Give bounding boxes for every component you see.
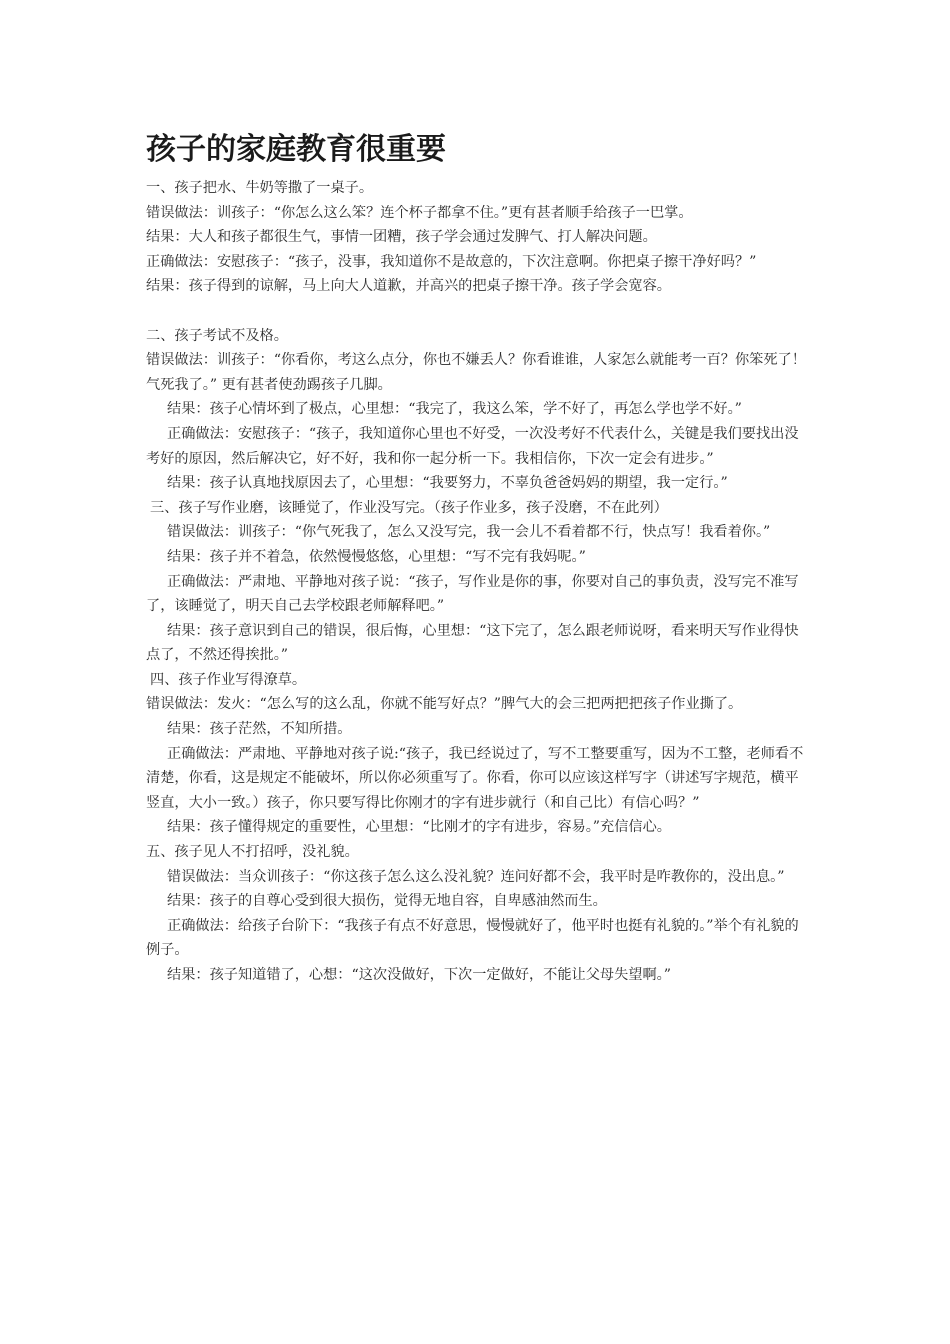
paragraph: 正确做法：严肃地、平静地对孩子说：“孩子，写作业是你的事，你要对自己的事负责，没写完不准写了，该睡觉了，明天自己去学校跟老师解释吧。” xyxy=(146,573,799,615)
paragraph: 结果：孩子意识到自己的错误，很后悔，心里想：“这下完了，怎么跟老师说呀，看来明天写作业得快点了，不然还得挨批。” xyxy=(146,622,799,664)
document-title: 孩子的家庭教育很重要 xyxy=(146,132,446,167)
blank-line xyxy=(146,299,810,324)
document-body xyxy=(146,176,810,988)
paragraph: 正确做法：严肃地、平静地对孩子说:“孩子，我已经说过了，写不工整要重写，因为不工整，老师看不清楚，你看，这是规定不能破坏，所以你必须重写了。你看，你可以应该这样写字（讲述写字规范，横平竖直，大小一致。）孩子，你只要写得比你刚才的字有进步就行（和自己比）有信心吗？” xyxy=(146,745,804,811)
paragraph: 正确做法：给孩子台阶下：“我孩子有点不好意思，慢慢就好了，他平时也挺有礼貌的。”举个有礼貌的例子。 xyxy=(146,917,799,959)
paragraph: 错误做法：训孩子：“你气死我了，怎么又没写完，我一会儿不看着都不行，快点写！我看着你。” xyxy=(167,524,771,541)
paragraph: 结果：孩子懂得规定的重要性，心里想：“比刚才的字有进步，容易。”充信信心。 xyxy=(167,819,671,836)
section-heading-3: 三、孩子写作业磨，该睡觉了，作业没写完。（孩子作业多，孩子没磨，不在此列） xyxy=(150,499,668,516)
paragraph: 结果：孩子并不着急，依然慢慢悠悠，心里想：“写不完有我妈呢。” xyxy=(167,548,586,565)
paragraph: 结果：孩子认真地找原因去了，心里想：“我要努力，不辜负爸爸妈妈的期望，我一定行。” xyxy=(167,475,728,492)
paragraph: 结果：孩子知道错了，心想：“这次没做好，下次一定做好，不能让父母失望啊。” xyxy=(167,967,671,983)
paragraph: 结果：大人和孩子都很生气，事情一团糟，孩子学会通过发脾气、打人解决问题。 xyxy=(146,229,657,246)
section-heading-1: 一、孩子把水、牛奶等撒了一桌子。 xyxy=(146,180,374,196)
paragraph: 结果：孩子心情坏到了极点，心里想：“我完了，我这么笨，学不好了，再怎么学也学不好。” xyxy=(167,401,742,418)
paragraph: 错误做法：训孩子：“你怎么这么笨？连个杯子都拿不住。”更有甚者顺手给孩子一巴掌。 xyxy=(146,204,693,221)
paragraph: 正确做法：安慰孩子：“孩子，没事，我知道你不是故意的，下次注意啊。你把桌子擦干净好吗？” xyxy=(146,253,757,270)
paragraph: 正确做法：安慰孩子：“孩子，我知道你心里也不好受，一次没考好不代表什么，关键是我们要找出没考好的原因，然后解决它，好不好，我和你一起分析一下。我相信你，下次一定会有进步。” xyxy=(146,425,799,467)
section-heading-2: 二、孩子考试不及格。 xyxy=(146,327,288,344)
paragraph: 结果：孩子的自尊心受到很大损伤，觉得无地自容，自卑感油然而生。 xyxy=(167,893,607,910)
paragraph: 错误做法：发火：“怎么写的这么乱，你就不能写好点？”脾气大的会三把两把把孩子作业撕了。 xyxy=(146,696,743,713)
paragraph: 结果：孩子得到的谅解，马上向大人道歉，并高兴的把桌子擦干净。孩子学会宽容。 xyxy=(146,278,671,295)
paragraph: 错误做法：当众训孩子：“你这孩子怎么这么没礼貌？连问好都不会，我平时是咋教你的，没出息。” xyxy=(167,868,785,885)
paragraph: 结果：孩子茫然，不知所措。 xyxy=(167,721,352,738)
section-heading-5: 五、孩子见人不打招呼，没礼貌。 xyxy=(146,844,359,861)
paragraph: 错误做法：训孩子：“你看你，考这么点分，你也不嫌丢人？你看谁谁，人家怎么就能考一百？你笨死了！气死我了。” 更有甚者使劲踢孩子几脚。 xyxy=(146,352,806,393)
section-heading-4: 四、孩子作业写得潦草。 xyxy=(150,671,307,688)
